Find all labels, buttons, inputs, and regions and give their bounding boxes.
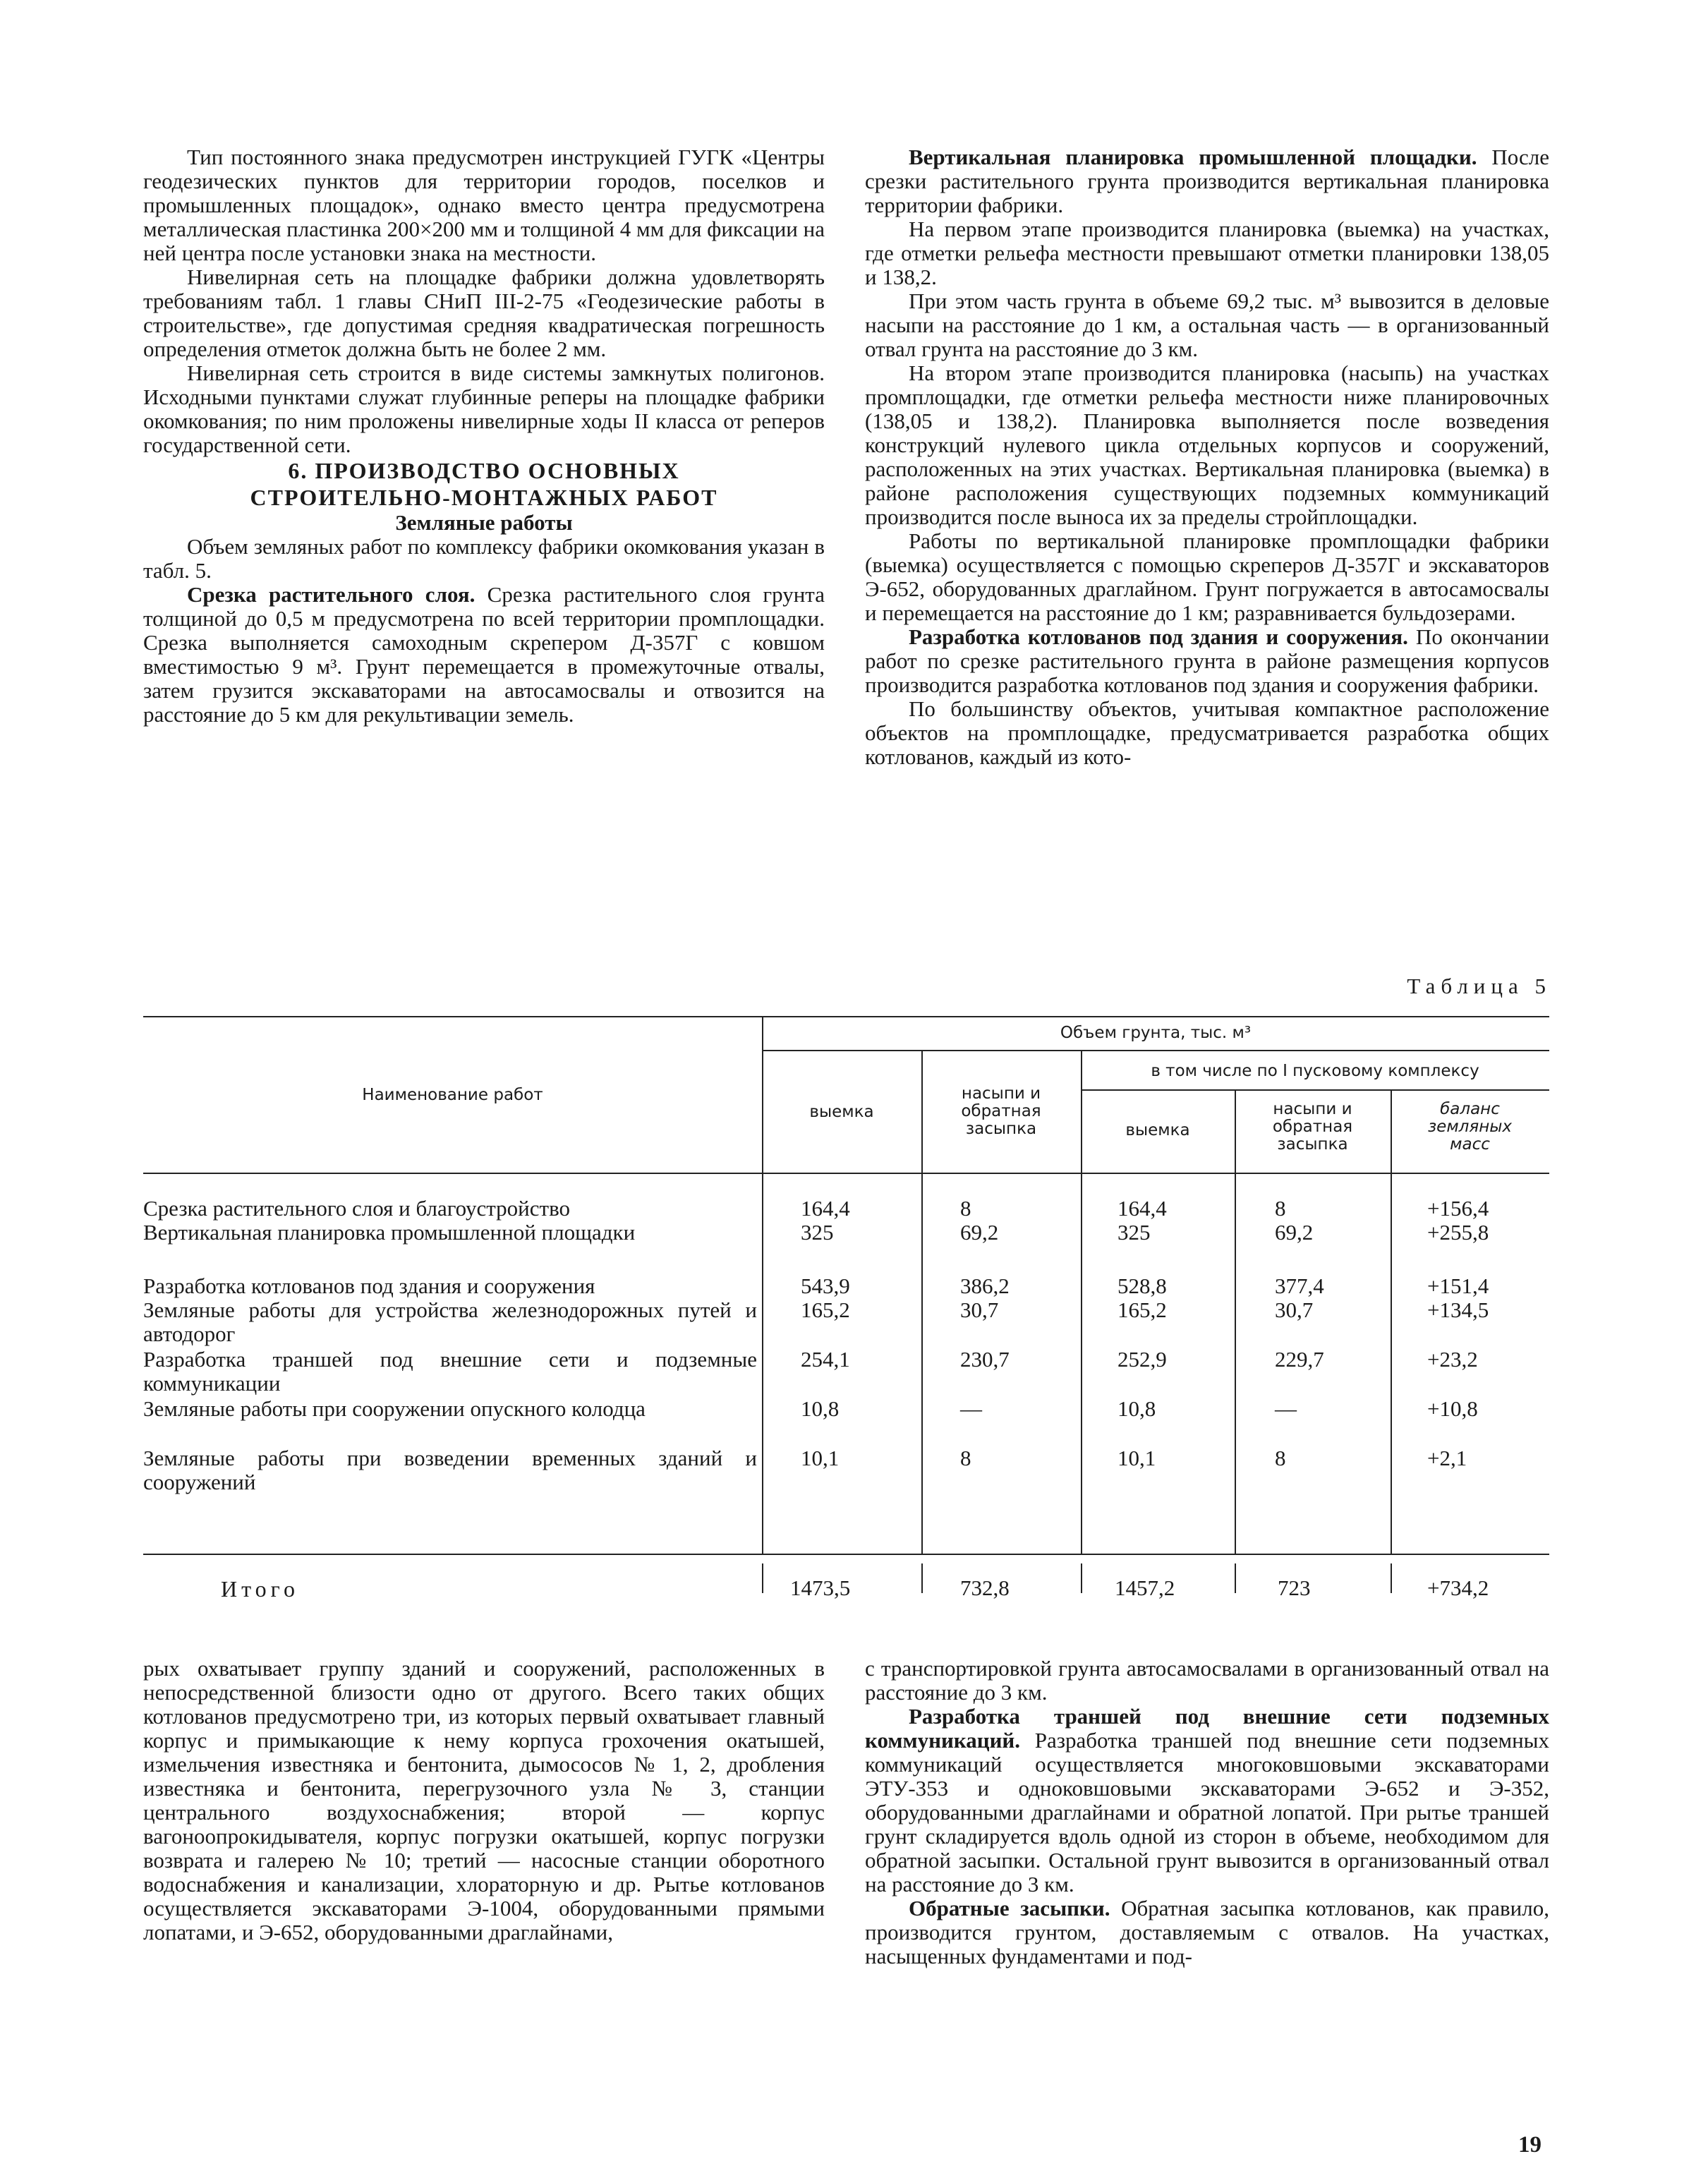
header-fill: [921, 1085, 1081, 1138]
total-balance: +734,2: [1427, 1575, 1489, 1600]
run-in-heading: Обратные засыпки.: [909, 1896, 1110, 1920]
cell-fill: 30,7: [960, 1297, 999, 1322]
run-in-heading: Вертикальная планировка промышленной площадки.: [909, 145, 1477, 169]
paragraph: рых охватывает группу зданий и сооружений, расположенных в непосредственной близости одно от другого. Всего таких общих котлованов предусмотрено три, из которых первый охватывает главный корпус и примыкающие к нему корпуса грохочения окатышей, измельчения известняка и бентонита, дымососов № 1, 2, дробления известняка и бентонита, перегрузочного узла № 3, станции центрального воздухоснабжения; второй — корпус вагоноопрокидывателя, корпус погрузки окатышей, корпус погрузки возврата и галерею № 10; третий — насосные станции оборотного водоснабжения и канализации, хлораторную и др. Рытье котлованов осуществляется экскаваторами Э-1004, оборудованными прямыми лопатами, и Э-652, оборудованными драглайнами,: [143, 1656, 825, 1944]
total-top-rule: [143, 1554, 1549, 1555]
right-column-bottom: [865, 1657, 1549, 1968]
header-fill-line: обратная: [961, 1102, 1041, 1120]
left-column-top: [143, 145, 825, 727]
row-name: Вертикальная планировка промышленной площадки: [143, 1220, 636, 1245]
header-soil-volume: Объем грунта, тыс. м³: [1060, 1024, 1252, 1042]
row-name: Разработка котлованов под здания и сооружения: [143, 1273, 595, 1298]
cell-excavation-2: 10,1: [1118, 1446, 1156, 1470]
paragraph-text: Срезка растительного слоя грунта толщиной до 0,5 м предусмотрена по всей территории промплощадки. Срезка выполняется самоходным скрепером Д-357Г с ковшом вместимостью 9 м³. Грунт перемещается в промежуточные отвалы, затем грузится экскаваторами на автосамосвалы и отвозится на расстояние до 5 км для рекультивации земель.: [143, 582, 825, 727]
paragraph-text: По окончании работ по срезке растительного грунта в районе размещения корпусов производится разработка котлованов под здания и сооружения фабрики.: [865, 624, 1550, 697]
subgroup-header-rule: [1081, 1089, 1549, 1091]
paragraph: [143, 583, 825, 727]
row-name: Разработка траншей под внешние сети и подземные коммуникации: [143, 1347, 757, 1396]
table-caption: Таблица 5: [1407, 974, 1551, 998]
paragraph: с транспортировкой грунта автосамосвалами в организованный отвал на расстояние до 3 км.: [865, 1656, 1549, 1705]
cell-excavation: 10,1: [801, 1446, 840, 1470]
row-name: Земляные работы для устройства железнодорожных путей и автодорог: [143, 1297, 757, 1346]
paragraph: [865, 1705, 1549, 1896]
page-number: 19: [1518, 2132, 1542, 2158]
paragraph: При этом часть грунта в объеме 69,2 тыс. м³ вывозится в деловые насыпи на расстояние до 1 км, а остальная часть — в организованный отвал грунта на расстояние до 3 км.: [865, 289, 1549, 361]
paragraph: Работы по вертикальной планировке промплощадки фабрики (выемка) осуществляется с помощью скреперов Д-357Г и экскаваторов Э-652, оборудованных драглайном. Грунт погружается в автосамосвалы и перемещается на расстояние до 1 км; разравнивается бульдозерами.: [865, 528, 1549, 625]
cell-fill-2: 69,2: [1275, 1220, 1314, 1245]
cell-excavation-2: 10,8: [1118, 1396, 1156, 1421]
paragraph: Нивелирная сеть строится в виде системы замкнутых полигонов. Исходными пунктами служат глубинные реперы на площадке фабрики окомкования; по ним проложены нивелирные ходы II класса от реперов государственной сети.: [143, 361, 825, 457]
paragraph: [865, 625, 1549, 697]
header-fill-line: насыпи и: [1273, 1100, 1352, 1118]
paragraph-text: Обратная засыпка котлованов, как правило, производится грунтом, доставляемым с отвалов. На участках, насыщенных фундаментами и под-: [865, 1896, 1549, 1968]
total-fill: 732,8: [960, 1575, 1010, 1600]
total-column-rule: [1081, 1563, 1082, 1593]
cell-fill-2: 229,7: [1275, 1347, 1324, 1372]
paragraph: На втором этапе производится планировка (насыпь) на участках промплощадки, где отметки рельефа местности ниже планировочных (138,05 и 138,2). Планировка выполняется после возведения конструкций нулевого цикла отдельных корпусов и сооружений, расположенных на этих участках. Вертикальная планировка (выемка) в районе расположения существующих подземных коммуникаций производится после выноса их за пределы стройплощадки.: [865, 361, 1549, 529]
header-fill-line: засыпка: [965, 1120, 1037, 1138]
total-column-rule: [921, 1563, 923, 1593]
header-fill-2: [1235, 1101, 1391, 1154]
header-fill-line: засыпка: [1277, 1135, 1348, 1154]
total-excavation: 1473,5: [790, 1575, 851, 1600]
section-title-line-2: СТРОИТЕЛЬНО-МОНТАЖНЫХ РАБОТ: [250, 485, 718, 510]
header-balance: [1391, 1101, 1549, 1154]
total-excavation-2: 1457,2: [1115, 1575, 1175, 1600]
cell-excavation-2: 325: [1118, 1220, 1151, 1245]
header-balance-line: масс: [1450, 1135, 1490, 1154]
paragraph: Объем земляных работ по комплексу фабрики окомкования указан в табл. 5.: [143, 534, 825, 583]
header-first-complex: в том числе по I пусковому комплексу: [1151, 1062, 1479, 1080]
cell-excavation-2: 252,9: [1118, 1347, 1167, 1372]
cell-fill-2: 377,4: [1275, 1273, 1324, 1298]
cell-fill-2: 8: [1275, 1196, 1286, 1221]
cell-fill-2: —: [1275, 1396, 1297, 1421]
total-column-rule: [1391, 1563, 1392, 1593]
paragraph: [865, 145, 1549, 217]
run-in-heading: Разработка траншей под внешние сети подземных коммуникаций.: [865, 1704, 1549, 1753]
cell-balance: +255,8: [1427, 1220, 1489, 1245]
cell-fill: 386,2: [960, 1273, 1010, 1298]
paragraph: Нивелирная сеть на площадке фабрики должна удовлетворять требованиям табл. 1 главы СНиП III-2-75 «Геодезические работы в строительстве», где допустимая средняя квадратическая погрешность определения отметок должна быть не более 2 мм.: [143, 265, 825, 361]
left-column-bottom: [143, 1657, 825, 1944]
cell-fill-2: 8: [1275, 1446, 1286, 1470]
run-in-heading: Срезка растительного слоя.: [187, 582, 476, 607]
header-balance-line: земляных: [1427, 1118, 1513, 1136]
total-column-rule: [1235, 1563, 1236, 1593]
column-rule: [1235, 1089, 1236, 1554]
row-name: Земляные работы при сооружении опускного колодца: [143, 1396, 646, 1421]
paragraph: По большинству объектов, учитывая компактное расположение объектов на промплощадке, предусматривается разработка общих котлованов, каждый из кото-: [865, 696, 1549, 769]
cell-balance: +2,1: [1427, 1446, 1467, 1470]
cell-excavation: 543,9: [801, 1273, 850, 1298]
table-top-rule: [143, 1016, 1549, 1017]
column-rule: [1391, 1089, 1392, 1554]
cell-fill: 69,2: [960, 1220, 999, 1245]
cell-excavation: 254,1: [801, 1347, 850, 1372]
paragraph: [865, 1896, 1549, 1968]
paragraph: Тип постоянного знака предусмотрен инструкцией ГУГК «Центры геодезических пунктов для территории городов, поселков и промышленных площадок», однако вместо центра предусмотрена металлическая пластинка 200×200 мм и толщиной 4 мм для фиксации на ней центра после установки знака на местности.: [143, 145, 825, 265]
cell-fill: 8: [960, 1196, 971, 1221]
header-work-name: Наименование работ: [362, 1086, 543, 1104]
section-title: [143, 457, 825, 511]
header-bottom-rule: [143, 1173, 1549, 1174]
cell-balance: +10,8: [1427, 1396, 1478, 1421]
total-fill-2: 723: [1278, 1575, 1311, 1600]
cell-balance: +156,4: [1427, 1196, 1489, 1221]
cell-excavation: 164,4: [801, 1196, 850, 1221]
row-name: Земляные работы при возведении временных зданий и сооружений: [143, 1446, 757, 1494]
cell-balance: +134,5: [1427, 1297, 1489, 1322]
subsection-title: Земляные работы: [395, 510, 573, 535]
header-fill-line: обратная: [1272, 1118, 1353, 1136]
header-excavation: выемка: [809, 1103, 874, 1121]
header-excavation-2: выемка: [1125, 1121, 1190, 1139]
group-header-rule: [762, 1050, 1549, 1051]
section-title-line-1: 6. ПРОИЗВОДСТВО ОСНОВНЫХ: [288, 458, 680, 483]
column-rule: [762, 1016, 763, 1554]
run-in-heading: Разработка котлованов под здания и сооружения.: [909, 624, 1408, 649]
cell-excavation: 325: [801, 1220, 834, 1245]
cell-excavation-2: 164,4: [1118, 1196, 1167, 1221]
cell-excavation-2: 165,2: [1118, 1297, 1167, 1322]
paragraph-text: После срезки растительного грунта производится вертикальная планировка территории фабрики.: [865, 145, 1549, 217]
paragraph-text: Разработка траншей под внешние сети подземных коммуникаций осуществляется многоковшовыми экскаваторами ЭТУ-353 и одноковшовыми экскаваторами Э-652 и Э-352, оборудованными драглайнами и обратной лопатой. При рытье траншей грунт складируется вдоль одной из сторон в объеме, необходимом для обратной засыпки. Остальной грунт вывозится в организованный отвал на расстояние до 3 км.: [865, 1728, 1549, 1896]
cell-fill: —: [960, 1396, 982, 1421]
paragraph: На первом этапе производится планировка (выемка) на участках, где отметки рельефа местности превышают отметки планировки 138,05 и 138,2.: [865, 217, 1549, 289]
right-column-top: [865, 145, 1549, 769]
cell-excavation-2: 528,8: [1118, 1273, 1167, 1298]
row-name: Срезка растительного слоя и благоустройство: [143, 1196, 570, 1221]
cell-fill: 230,7: [960, 1347, 1010, 1372]
header-fill-line: насыпи и: [961, 1084, 1041, 1103]
cell-excavation: 10,8: [801, 1396, 840, 1421]
cell-fill-2: 30,7: [1275, 1297, 1314, 1322]
total-column-rule: [762, 1563, 763, 1593]
cell-balance: +23,2: [1427, 1347, 1478, 1372]
cell-balance: +151,4: [1427, 1273, 1489, 1298]
total-label: Итого: [221, 1576, 299, 1602]
data-table: [143, 1016, 1549, 1616]
cell-fill: 8: [960, 1446, 971, 1470]
cell-excavation: 165,2: [801, 1297, 850, 1322]
header-balance-line: баланс: [1440, 1100, 1500, 1118]
